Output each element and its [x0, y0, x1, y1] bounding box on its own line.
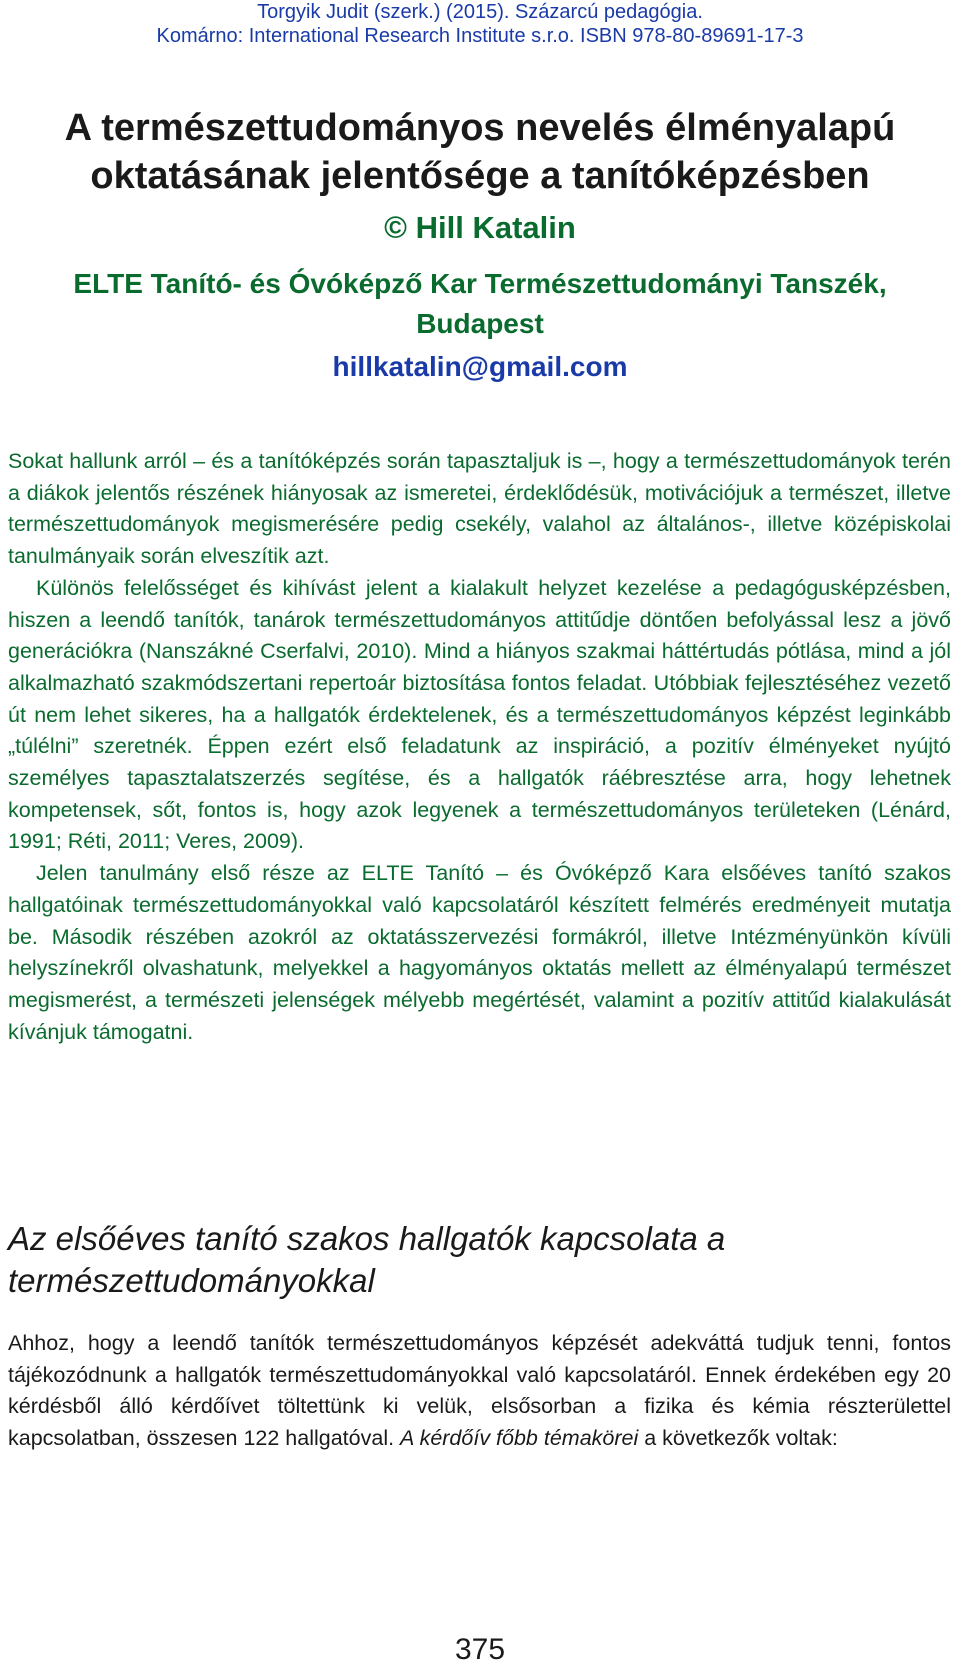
intro-paragraph-2: Különös felelősséget és kihívást jelent a kialakult helyzet kezelése a pedagógusképzésben, hiszen a leendő tanítók, tanárok természettudományos attitűdje döntően befolyással lesz a jövő generációkra (Nanszákné Cserfalvi, 2010). Mind a hiányos szakmai háttértudás pótlása, mind a jól alkalmazható szakmódszertani repertoár biztosítása fontos feladat. Utóbbiak fejlesztéséhez vezető út nem lehet sikeres, ha a hallgatók érdektelenek, és a természettudományos képzést leginkább „túlélni” szeretnék. Éppen ezért első feladatunk az inspiráció, a pozitív élményeket nyújtó személyes tapasztalatszerzés segítése, és a hallgatók ráébresztése arra, hogy lehetnek kompetensek, sőt, fontos is, hogy azok legyenek a természettudományos területeken (Lénárd, 1991; Réti, 2011; Veres, 2009).: [8, 575, 951, 854]
intro-paragraph-3: Jelen tanulmány első része az ELTE Tanító – és Óvóképző Kara elsőéves tanító szakos hallgatóinak természettudományokkal való kapcsolatáról készített felmérés eredményeit mutatja be. Második részében azokról az oktatásszervezési formákról, illetve Intézményünkön kívüli helyszínekről olvashatunk, melyekkel a hagyományos oktatás mellett az élményalapú természet megismerést, a természeti jelenségek mélyebb megértését, valamint a pozitív attitűd kialakulását kívánjuk támogatni.: [8, 861, 951, 1044]
title-line-2: oktatásának jelentősége a tanítóképzésben: [90, 155, 870, 197]
author-email-link[interactable]: hillkatalin@gmail.com: [332, 351, 628, 382]
introduction: [8, 446, 951, 1048]
section-paragraph-end: a következők voltak:: [638, 1426, 838, 1451]
citation-line-1: Torgyik Judit (szerk.) (2015). Százarcú pedagógia.: [257, 1, 703, 23]
section-paragraph-text: Ahhoz, hogy a leendő tanítók természettudományos képzését adekváttá tudjuk tenni, fontos tájékozódnunk a hallgatók természettudományokkal való kapcsolatáról. Ennek érdekében egy 20 kérdésből álló kérdőívet töltettünk ki velük, elsősorban a fizika és kémia részterülettel kapcsolatban, összesen 122 hallgatóval.: [8, 1331, 951, 1451]
section-body: [8, 1328, 951, 1455]
affiliation-line-1: ELTE Tanító- és Óvóképző Kar Természettudományi Tanszék,: [73, 268, 887, 299]
page-number: 375: [454, 1633, 506, 1666]
section-paragraph-1: [8, 1328, 951, 1455]
article-title: [20, 104, 940, 200]
citation-line-2: Komárno: International Research Institute s.r.o. ISBN 978-80-89691-17-3: [156, 25, 804, 47]
title-line-1: A természettudományos nevelés élményalapú: [64, 107, 896, 149]
author-affiliation: [20, 264, 940, 344]
affiliation-line-2: Budapest: [416, 308, 544, 339]
intro-paragraph-1: Sokat hallunk arról – és a tanítóképzés során tapasztaljuk is –, hogy a természettudományok terén a diákok jelentős részének hiányosak az ismeretei, érdeklődésük, motivációjuk a természet, illetve természettudományok megismerésére pedig csekély, valahol az általános-, illetve középiskolai tanulmányaik során elveszítik azt.: [8, 449, 951, 569]
section-paragraph-italic: A kérdőív főbb témakörei: [400, 1426, 639, 1451]
citation-header: [0, 0, 960, 48]
section-heading: Az elsőéves tanító szakos hallgatók kapcsolata a természettudományokkal: [8, 1220, 726, 1299]
author-name: © Hill Katalin: [384, 210, 576, 245]
